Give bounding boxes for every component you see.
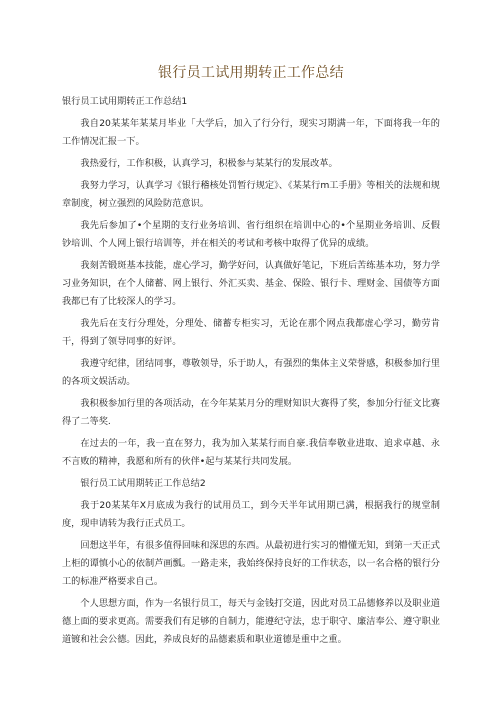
paragraph: 我先后在支行分理处，分理处、储蓄专柜实习，无论在那个网点我都虚心学习，勤劳肯干，得到了领导同事的好评。 bbox=[62, 318, 440, 347]
paragraph: 我积极参加行里的各项活动，在今年某某月分的理财知识大赛得了奖，参加分行征文比赛得了二等奖. bbox=[62, 398, 440, 427]
document-title: 银行员工试用期转正工作总结 bbox=[158, 65, 344, 81]
section-heading-2: 银行员工试用期转正工作总结2 bbox=[80, 478, 206, 489]
paragraph: 我刻苦锻斑基本技能，虚心学习，勤学好问，认真做好笔记，下班后苦练基本功，努力学习业务知识，在个人储蓄、网上银行、外汇买卖、基金、保险、银行卡、理财金、国债等方面我都已有了比较深人的学习。 bbox=[62, 260, 440, 307]
paragraph: 回想这半年，有很多值得回味和深思的东西。从最初进行实习的懵懂无知，到第一天正式上柜的谭慎小心的依制芦画瓢。一路走来，我始终保持良好的工作状态，以一名合格的银行分工的标准严格要求自己。 bbox=[62, 540, 440, 587]
paragraph: 个人思想方面，作为一名银行员工，每天与金钱打交道，因此对员工品德修养以及职业道德上面的要求更高。需要我们有足够的自制力，能遵纪守法，忠于职守、廉洁奉公、遵守职业道镀和社会公德。因此，养成良好的品德素质和职业道德是重中之重。 bbox=[62, 598, 440, 645]
paragraph: 我热爱行，工作积极，认真学习，积极参与某某行的发展改革。 bbox=[80, 158, 338, 169]
paragraph: 在过去的一年，我一直在努力，我为加入某某行而自豪.我信奉敬业进取、追求卓越、永不言败的精神，我愿和所有的伙伴•起与某某行共同发展。 bbox=[62, 438, 440, 467]
paragraph: 我遵守纪律，团结同事，尊敬领导，乐于助人，有强烈的集体主义荣誉感，积极参加行里的各项文娱活动。 bbox=[62, 358, 440, 387]
paragraph: 我先后参加了•个星期的支行业务培训、省行组织在培训中心的•个星期业务培训、反假钞培训、个人网上银行培训等，并在相关的考试和考核中取得了优异的成绩。 bbox=[62, 220, 440, 249]
paragraph: 我于20某某年X月底成为我行的试用员工，到今天半年试用期已满，根据我行的规堂制度，现申请转为我行正式员工。 bbox=[62, 500, 440, 529]
paragraph: 我自20某某年某某月毕业「大学后，加入了行分行，现实习期满一年，下面将我一年的工作情况汇报一下。 bbox=[62, 118, 440, 147]
paragraph: 我努力学习，认真学习《银行稽核处罚暂行规定》、《某某行m工手册》等相关的法规和规章制度，树立强烈的风险防范意识。 bbox=[62, 180, 440, 209]
section-heading-1: 银行员工试用期转正工作总结1 bbox=[62, 96, 188, 107]
